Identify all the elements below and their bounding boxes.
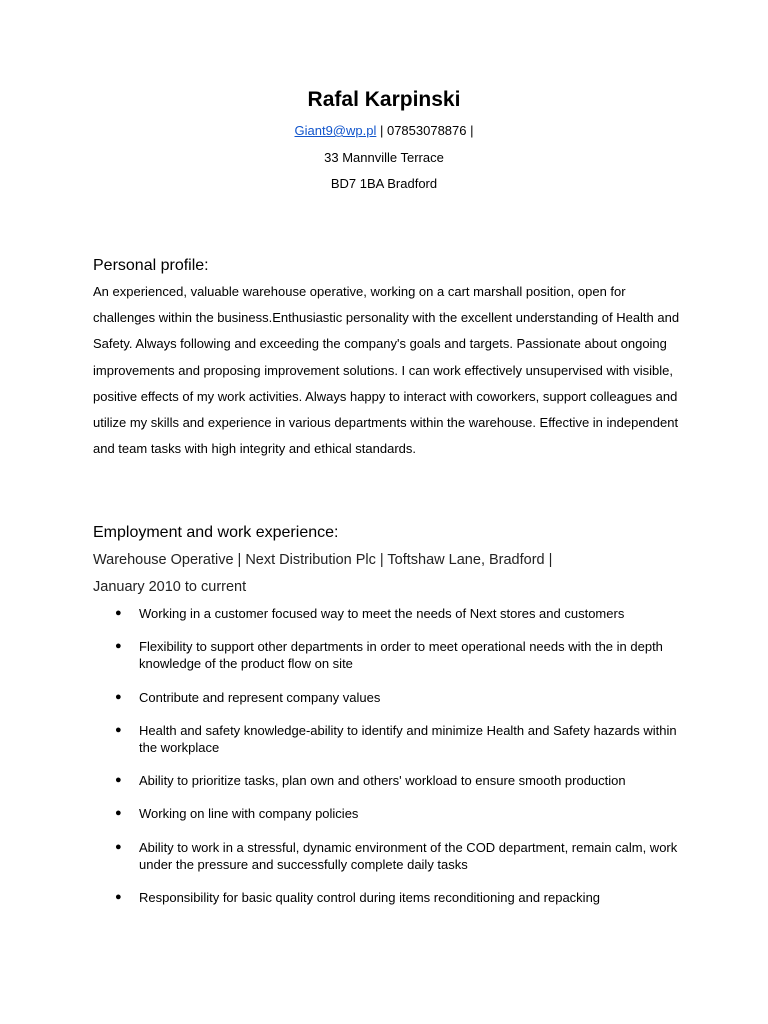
bullet-icon: ● bbox=[115, 840, 122, 853]
list-item bbox=[93, 722, 683, 756]
personal-profile-text: An experienced, valuable warehouse operative, working on a cart marshall position, open for challenges within the business.Enthusiastic personality with the excellent understanding of Health and Safety. Always following and exceeding the company's goals and targets. Passionate about ongoing improvements and proposing improvement solutions. I can work effectively unsupervised with visible, positive effects of my work activities. Always happy to interact with coworkers, support colleagues and utilize my skills and experience in various departments within the warehouse. Effective in independent and team tasks with high integrity and ethical standards. bbox=[93, 284, 680, 457]
job-dates: January 2010 to current bbox=[93, 579, 247, 595]
bullet-icon: ● bbox=[115, 774, 122, 787]
phone-number: | 07853078876 | bbox=[376, 123, 474, 138]
duty-text: Working on line with company policies bbox=[139, 806, 359, 822]
bullet-icon: ● bbox=[115, 807, 122, 820]
duty-text: Working in a customer focused way to meet the needs of Next stores and customers bbox=[139, 606, 625, 621]
list-item bbox=[93, 889, 683, 906]
bullet-icon: ● bbox=[115, 690, 122, 703]
bullet-icon: ● bbox=[115, 607, 122, 619]
address-line-2: BD7 1BA Bradford bbox=[330, 176, 438, 191]
list-item bbox=[93, 772, 683, 789]
duty-text: Responsibility for basic quality control during items reconditioning and repacking bbox=[139, 890, 601, 906]
list-item bbox=[93, 605, 683, 622]
list-item bbox=[93, 689, 683, 706]
duty-text: Ability to prioritize tasks, plan own and others' workload to ensure smooth production bbox=[139, 773, 626, 789]
address-line-1: 33 Mannville Terrace bbox=[324, 149, 444, 165]
duty-text: Flexibility to support other departments in order to meet operational needs with the in depth knowledge of the product flow on site bbox=[139, 639, 663, 672]
bullet-icon: ● bbox=[115, 723, 122, 736]
job-title-line: Warehouse Operative | Next Distribution Plc | Toftshaw Lane, Bradford | bbox=[93, 552, 553, 568]
candidate-name: Rafal Karpinski bbox=[307, 88, 461, 111]
employment-heading: Employment and work experience: bbox=[93, 524, 339, 541]
list-item bbox=[93, 839, 683, 873]
personal-profile-section bbox=[93, 255, 683, 462]
list-item bbox=[93, 805, 683, 822]
duty-text: Ability to work in a stressful, dynamic environment of the COD department, remain calm, work under the pressure and successfully complete daily tasks bbox=[139, 839, 678, 872]
duties-list bbox=[93, 605, 683, 906]
resume-header bbox=[0, 86, 768, 198]
bullet-icon: ● bbox=[115, 891, 122, 904]
contact-line bbox=[0, 118, 768, 145]
bullet-icon: ● bbox=[115, 640, 122, 653]
employment-section bbox=[93, 522, 683, 922]
duty-text: Health and safety knowledge-ability to identify and minimize Health and Safety hazards within the workplace bbox=[139, 722, 677, 755]
list-item bbox=[93, 638, 683, 672]
email-link[interactable]: Giant9@wp.pl bbox=[294, 123, 377, 138]
duty-text: Contribute and represent company values bbox=[139, 689, 381, 705]
personal-profile-heading: Personal profile: bbox=[93, 257, 209, 274]
